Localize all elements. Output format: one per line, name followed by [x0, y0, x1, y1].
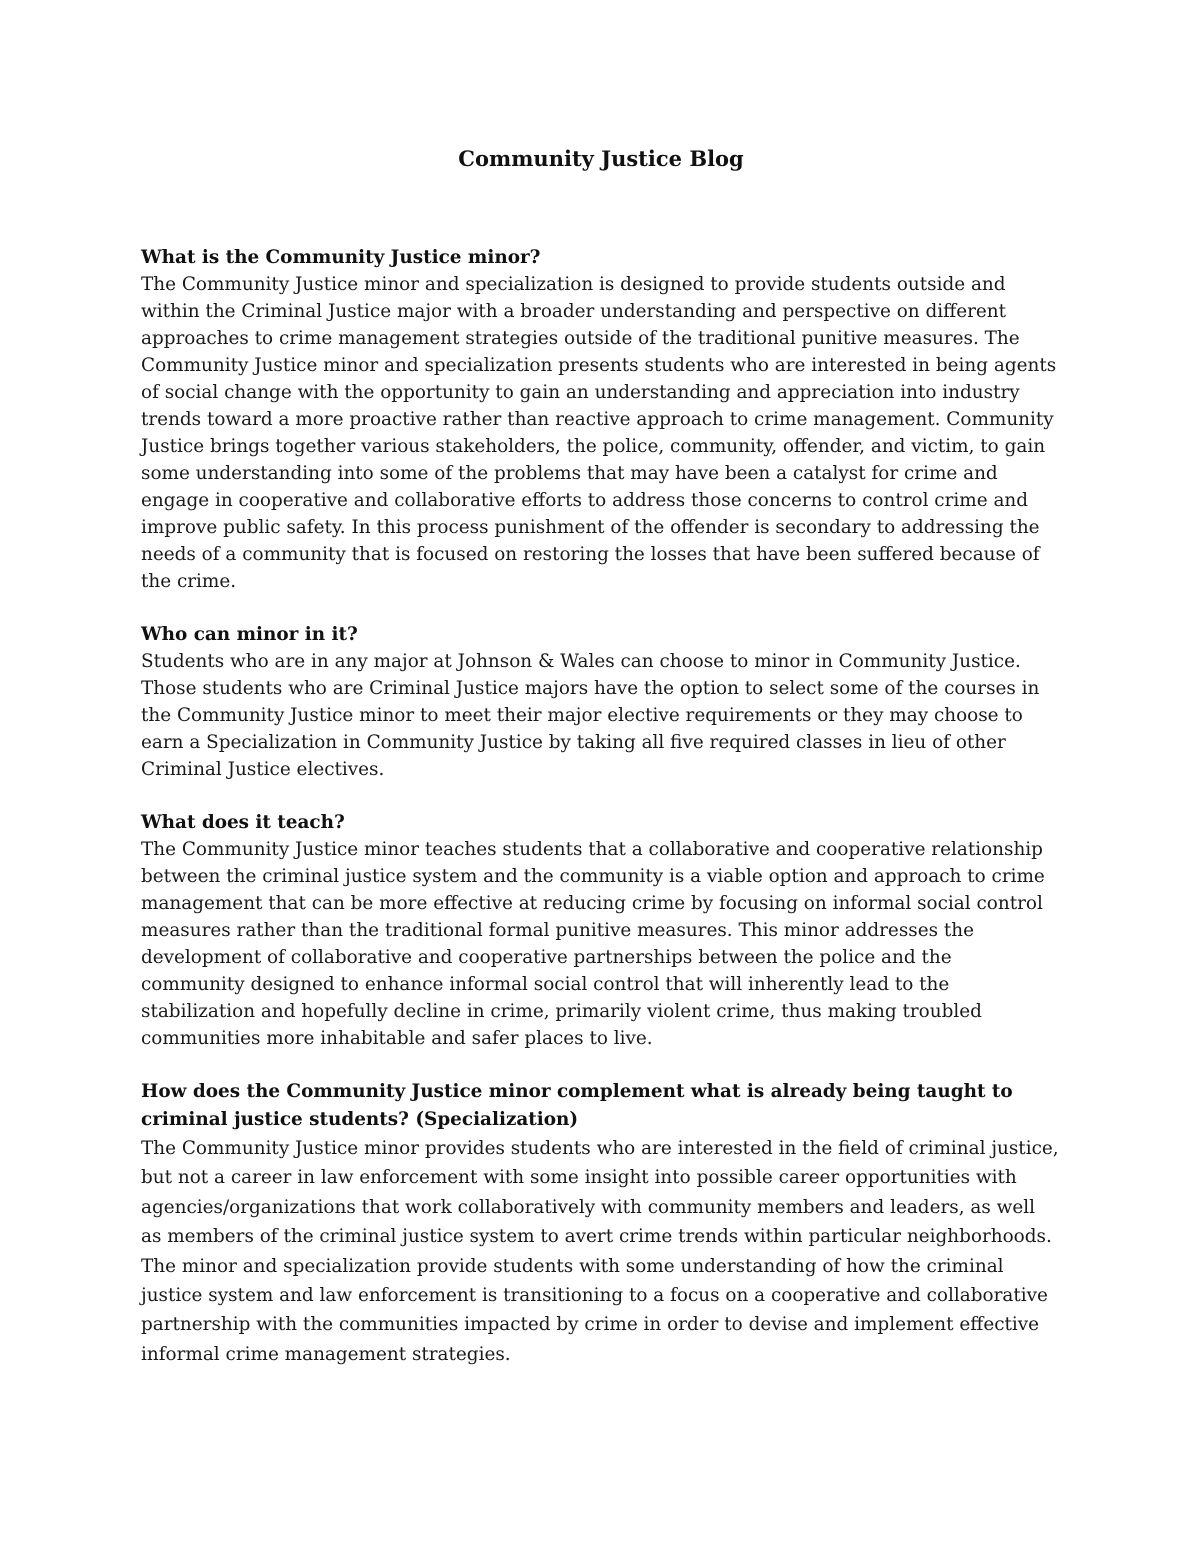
document-content [141, 144, 1061, 1395]
section-what-is [141, 244, 1061, 595]
section-body: The Community Justice minor and specialization is designed to provide students outside and within the Criminal Justice major with a broader understanding and perspective on different approaches to crime management strategies outside of the traditional punitive measures. The Community Justice minor and specialization presents students who are interested in being agents of social change with the opportunity to gain an understanding and appreciation into industry trends toward a more proactive rather than reactive approach to crime management. Community Justice brings together various stakeholders, the police, community, offender, and victim, to gain some understanding into some of the problems that may have been a catalyst for crime and engage in cooperative and collaborative efforts to address those concerns to control crime and improve public safety. In this process punishment of the offender is secondary to addressing the needs of a community that is focused on restoring the losses that have been suffered because of the crime. [141, 274, 1057, 592]
section-heading: Who can minor in it? [141, 624, 358, 645]
section-what-does-it-teach [141, 809, 1061, 1052]
section-how-complement [141, 1078, 1061, 1369]
section-heading: What does it teach? [141, 812, 345, 833]
section-body: Students who are in any major at Johnson & Wales can choose to minor in Community Justice. Those students who are Criminal Justice majors have the option to select some of the courses in the Community Justice minor to meet their major elective requirements or they may choose to earn a Specialization in Community Justice by taking all five required classes in lieu of other Criminal Justice electives. [141, 651, 1040, 780]
section-heading: How does the Community Justice minor complement what is already being taught to criminal justice students? (Specialization) [141, 1081, 1013, 1130]
section-body: The Community Justice minor provides students who are interested in the field of criminal justice, but not a career in law enforcement with some insight into possible career opportunities with agencies/organizations that work collaboratively with community members and leaders, as well as members of the criminal justice system to avert crime trends within particular neighborhoods. The minor and specialization provide students with some understanding of how the criminal justice system and law enforcement is transitioning to a focus on a cooperative and collaborative partnership with the communities impacted by crime in order to devise and implement effective informal crime management strategies. [141, 1138, 1059, 1365]
document-title: Community Justice Blog [458, 146, 744, 171]
section-body: The Community Justice minor teaches students that a collaborative and cooperative relationship between the criminal justice system and the community is a viable option and approach to crime management that can be more effective at reducing crime by focusing on informal social control measures rather than the traditional formal punitive measures. This minor addresses the development of collaborative and cooperative partnerships between the police and the community designed to enhance informal social control that will inherently lead to the stabilization and hopefully decline in crime, primarily violent crime, thus making troubled communities more inhabitable and safer places to live. [141, 839, 1045, 1049]
section-who-can-minor [141, 621, 1061, 783]
section-heading: What is the Community Justice minor? [141, 247, 541, 268]
